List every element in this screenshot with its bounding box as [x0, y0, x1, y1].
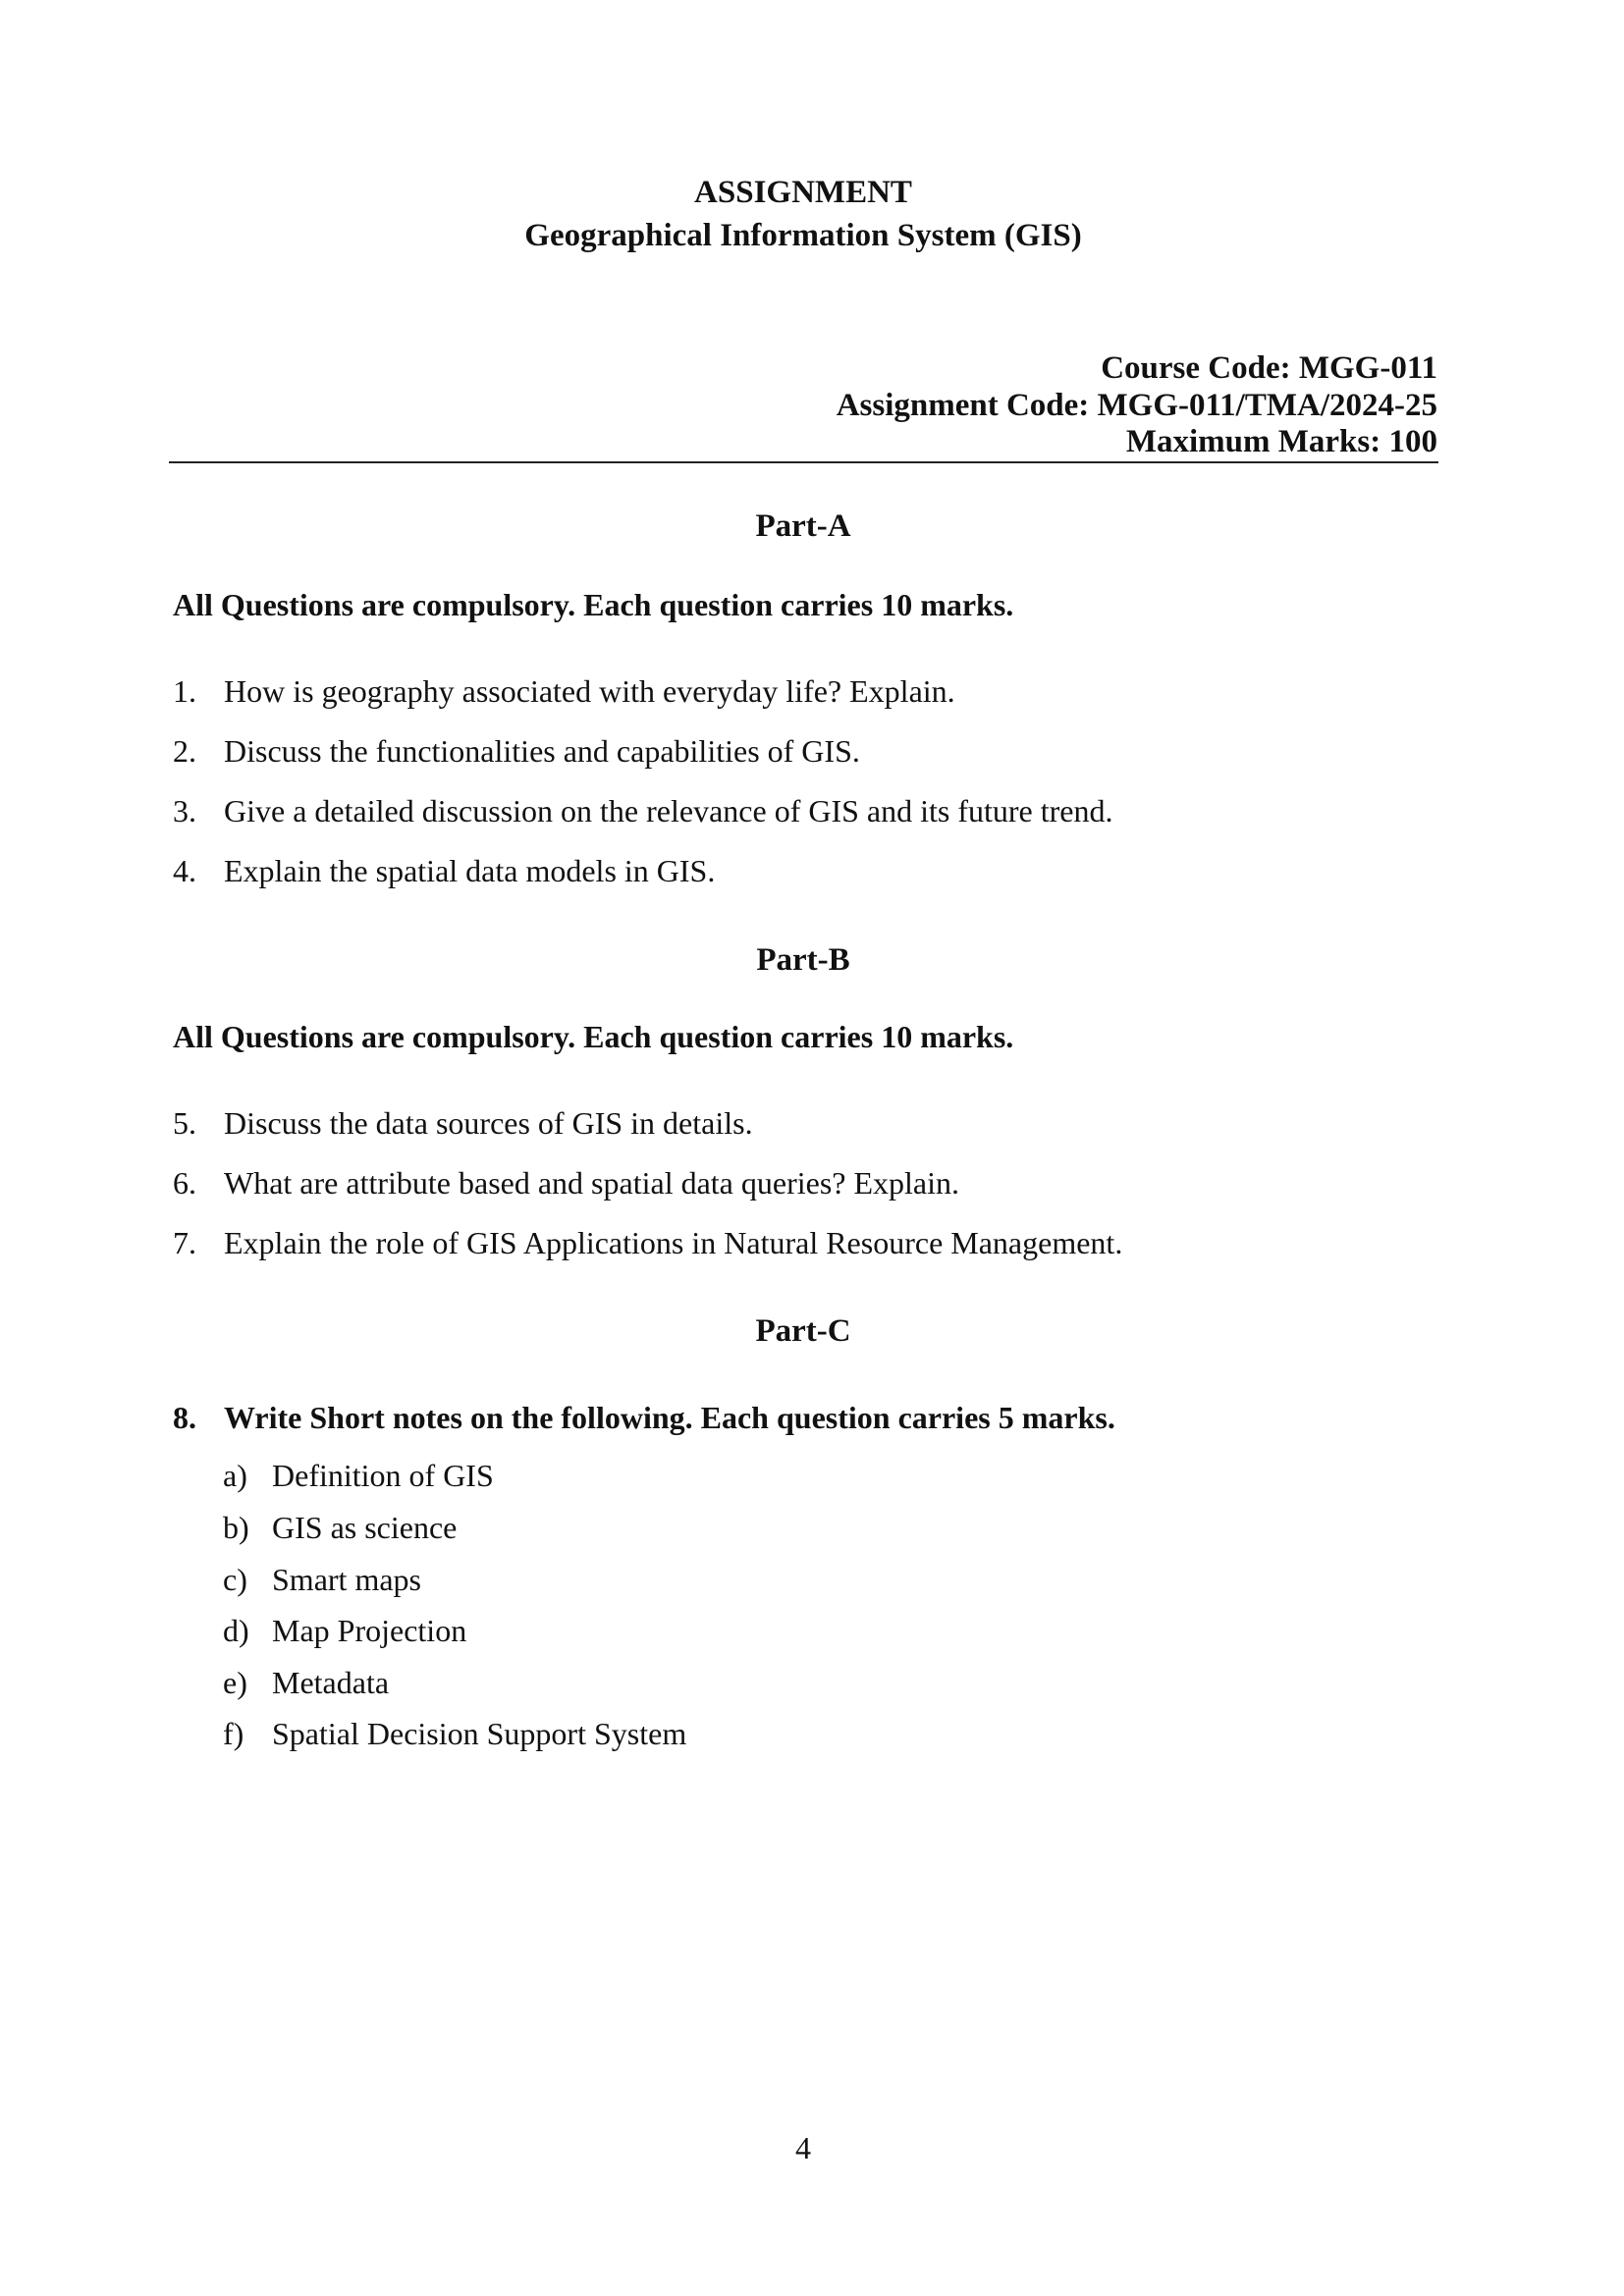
document-title: ASSIGNMENT — [694, 175, 912, 210]
question-text: Explain the spatial data models in GIS. — [224, 853, 716, 888]
question-number: 6. — [173, 1165, 196, 1201]
part-b-heading: Part-B — [756, 942, 850, 978]
part-a-instruction: All Questions are compulsory. Each question carries 10 marks. — [173, 587, 1014, 622]
question-text: Explain the role of GIS Applications in Natural Resource Management. — [224, 1225, 1123, 1260]
subitem-letter: c) — [223, 1562, 247, 1597]
question-number: 2. — [173, 733, 196, 769]
question-number: 4. — [173, 853, 196, 888]
question-number: 1. — [173, 673, 196, 709]
question-number: 5. — [173, 1105, 196, 1141]
question-text: Give a detailed discussion on the relevance of GIS and its future trend. — [224, 793, 1113, 828]
course-code: Course Code: MGG-011 — [1101, 350, 1437, 386]
assignment-code: Assignment Code: MGG-011/TMA/2024-25 — [836, 388, 1437, 423]
question-number: 3. — [173, 793, 196, 828]
question-text: Discuss the data sources of GIS in details. — [224, 1105, 753, 1141]
subitem-text: Definition of GIS — [272, 1458, 494, 1493]
question-text: What are attribute based and spatial data queries? Explain. — [224, 1165, 960, 1201]
subitem-letter: b) — [223, 1510, 249, 1545]
question-text: How is geography associated with everyday life? Explain. — [224, 673, 955, 709]
part-b-instruction: All Questions are compulsory. Each question carries 10 marks. — [173, 1019, 1014, 1054]
subitem-text: Smart maps — [272, 1562, 421, 1597]
subitem-text: Metadata — [272, 1665, 390, 1700]
subitem-text: GIS as science — [272, 1510, 458, 1545]
subitem-letter: d) — [223, 1613, 249, 1648]
subitem-letter: a) — [223, 1458, 247, 1493]
question-text: Write Short notes on the following. Each question carries 5 marks. — [224, 1400, 1115, 1435]
page-number: 4 — [795, 2130, 811, 2165]
header-divider — [169, 461, 1438, 463]
part-c-heading: Part-C — [755, 1313, 851, 1349]
subitem-letter: f) — [223, 1716, 244, 1751]
question-number: 8. — [173, 1400, 196, 1435]
maximum-marks: Maximum Marks: 100 — [1125, 424, 1437, 459]
question-number: 7. — [173, 1225, 196, 1260]
subitem-text: Spatial Decision Support System — [272, 1716, 687, 1751]
question-text: Discuss the functionalities and capabilities of GIS. — [224, 733, 860, 769]
subitem-letter: e) — [223, 1665, 247, 1700]
subitem-text: Map Projection — [272, 1613, 467, 1648]
document-subtitle: Geographical Information System (GIS) — [524, 218, 1082, 253]
part-a-heading: Part-A — [755, 508, 851, 544]
